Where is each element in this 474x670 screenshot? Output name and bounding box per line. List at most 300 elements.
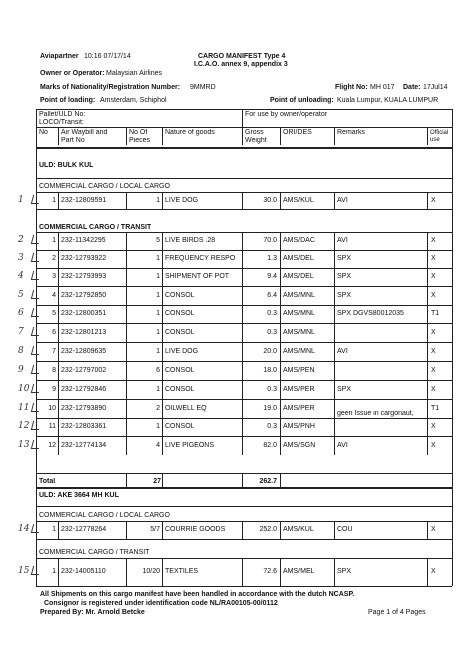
remarks: AVI	[337, 348, 348, 355]
column-rule	[427, 268, 428, 286]
gross-weight: 30.0	[263, 197, 277, 204]
column-rule	[58, 192, 59, 209]
column-rule	[242, 305, 243, 323]
remarks: AVI	[337, 237, 348, 244]
handwritten-count: 7	[18, 327, 24, 337]
handwritten-check-mark	[31, 253, 41, 262]
handwritten-check-mark	[31, 421, 41, 430]
row-number: 7	[52, 348, 56, 355]
column-rule	[280, 521, 281, 539]
row-number: 1	[52, 197, 56, 204]
ori-des: AMS/MEL	[283, 568, 315, 575]
column-rule	[242, 558, 243, 586]
row-number: 6	[52, 329, 56, 336]
nature-of-goods: CONSOL	[165, 423, 195, 430]
gross-weight: 9.4	[267, 273, 277, 280]
handwritten-check-mark	[31, 290, 41, 299]
row-number: 1	[52, 568, 56, 575]
gross-weight: 72.6	[263, 568, 277, 575]
nature-of-goods: OILWELL EQ	[165, 405, 207, 412]
column-rule	[334, 418, 335, 436]
official-use: X	[431, 526, 436, 533]
ori-des: AMS/PEN	[283, 367, 315, 374]
official-use: X	[431, 423, 436, 430]
print-time: 10:16 07/17/14	[84, 53, 131, 60]
remarks: SPX	[337, 386, 352, 393]
handwritten-count: 12	[18, 421, 30, 431]
column-rule	[242, 250, 243, 268]
column-rule	[126, 418, 127, 436]
column-rule	[242, 342, 243, 361]
column-rule	[58, 232, 59, 250]
air-waybill: 232-12792846	[61, 386, 107, 393]
column-rule	[126, 250, 127, 268]
uld2-local-section: COMMERCIAL CARGO / LOCAL CARGO	[39, 512, 170, 519]
gross-weight: 70.0	[263, 237, 277, 244]
handwritten-count: 11	[18, 403, 30, 413]
column-rule	[427, 286, 428, 305]
handwritten-check-mark	[31, 440, 41, 449]
row-rule	[36, 305, 452, 306]
remarks: SPX DGVS80012035	[337, 310, 404, 317]
ori-des: AMS/PER	[283, 386, 315, 393]
pallet-header: Pallet/ULD No:	[39, 111, 86, 118]
air-waybill: 232-12793993	[61, 273, 107, 280]
column-rule	[58, 399, 59, 418]
column-rule	[280, 342, 281, 361]
official-use: X	[431, 273, 436, 280]
column-rule	[58, 323, 59, 342]
column-rule	[126, 361, 127, 380]
col-remarks-header: Remarks	[337, 129, 366, 136]
gross-weight: 19.0	[263, 405, 277, 412]
row-number: 2	[52, 255, 56, 262]
column-rule	[427, 305, 428, 323]
col-gross-header-1: Gross	[245, 129, 264, 136]
gross-weight: 82.0	[263, 442, 277, 449]
column-rule	[58, 342, 59, 361]
handwritten-check-mark	[31, 235, 41, 244]
official-use: X	[431, 197, 436, 204]
unloading-value: Kuala Lumpur, KUALA LUMPUR	[337, 97, 439, 104]
column-rule	[242, 232, 243, 250]
col-gross-header-2: Weight	[245, 137, 267, 144]
official-use: T1	[431, 405, 440, 412]
column-rule	[280, 380, 281, 399]
column-rule	[334, 232, 335, 250]
column-rule	[334, 399, 335, 418]
col-nature-header: Nature of goods	[165, 129, 215, 136]
handwritten-count: 6	[18, 308, 24, 318]
air-waybill: 232-12792850	[61, 292, 107, 299]
handwritten-check-mark	[31, 365, 41, 374]
column-rule	[162, 268, 163, 286]
column-rule	[334, 380, 335, 399]
column-rule	[162, 342, 163, 361]
air-waybill: 232-14005110	[61, 568, 106, 575]
column-rule	[162, 380, 163, 399]
page-number: Page 1 of 4 Pages	[368, 609, 426, 616]
remarks: COU	[337, 526, 353, 533]
manifest-subtitle: I.C.A.O. annex 9, appendix 3	[194, 61, 288, 68]
footer-ncasp-note: All Shipments on this cargo manifest have been handled in accordance with the dutch NCASP.	[40, 591, 355, 598]
handwritten-check-mark	[31, 271, 41, 280]
nature-of-goods: CONSOL	[165, 367, 195, 374]
column-rule	[427, 521, 428, 539]
column-rule	[427, 250, 428, 268]
handwritten-count: 8	[18, 346, 24, 356]
col-official-header-2: use	[430, 137, 440, 143]
column-rule	[280, 399, 281, 418]
column-rule	[162, 399, 163, 418]
column-rule	[334, 342, 335, 361]
row-number: 3	[52, 273, 56, 280]
row-number: 12	[48, 442, 56, 449]
column-rule	[58, 436, 59, 455]
column-rule	[58, 361, 59, 380]
row-number: 10	[48, 405, 56, 412]
pieces: 4	[156, 442, 160, 449]
column-rule	[162, 558, 163, 586]
ori-des: AMS/KUL	[283, 197, 314, 204]
column-rule	[280, 418, 281, 436]
air-waybill: 232-12793922	[61, 255, 107, 262]
pieces: 1	[156, 292, 160, 299]
column-rule	[280, 232, 281, 250]
column-rule	[427, 192, 428, 209]
column-rule	[334, 286, 335, 305]
col-ori-header: ORI/DES	[283, 129, 312, 136]
column-rule	[280, 286, 281, 305]
total-label: Total	[39, 478, 56, 485]
row-number: 1	[52, 237, 56, 244]
row-rule	[36, 323, 452, 324]
air-waybill: 232-12793890	[61, 405, 107, 412]
nature-of-goods: LIVE DOG	[165, 197, 199, 204]
handwritten-count: 15	[18, 566, 30, 576]
column-rule	[162, 361, 163, 380]
column-rule	[162, 250, 163, 268]
ori-des: AMS/PER	[283, 405, 315, 412]
nature-of-goods: TEXTILES	[165, 568, 199, 575]
pieces: 5/7	[150, 526, 160, 533]
col-awb-header-1: Air Waybill and	[61, 129, 108, 136]
nature-of-goods: LIVE BIRDS .28	[165, 237, 216, 244]
manifest-title: CARGO MANIFEST Type 4	[198, 53, 286, 60]
ori-des: AMS/MNL	[283, 310, 315, 317]
column-rule	[162, 286, 163, 305]
column-rule	[427, 399, 428, 418]
handwritten-check-mark	[31, 346, 41, 355]
column-rule	[427, 436, 428, 455]
column-rule	[126, 399, 127, 418]
row-number: 9	[52, 386, 56, 393]
column-rule	[162, 192, 163, 209]
official-use: X	[431, 255, 436, 262]
column-rule	[126, 192, 127, 209]
marks-value: 9MMRD	[190, 84, 216, 91]
loading-label: Point of loading:	[40, 97, 96, 104]
nature-of-goods: CONSOL	[165, 386, 195, 393]
air-waybill: 232-12803361	[61, 423, 107, 430]
official-use: X	[431, 292, 436, 299]
uld1-local-section: COMMERCIAL CARGO / LOCAL CARGO	[39, 183, 170, 190]
loading-value: Amsterdam, Schiphol	[100, 97, 167, 104]
air-waybill: 232-12809591	[61, 197, 107, 204]
column-rule	[334, 323, 335, 342]
column-rule	[280, 436, 281, 455]
row-rule	[36, 418, 452, 419]
column-rule	[162, 323, 163, 342]
total-weight: 262.7	[259, 478, 277, 485]
owner-use-header: For use by owner/operator	[245, 111, 328, 118]
column-rule	[427, 418, 428, 436]
column-rule	[162, 418, 163, 436]
column-rule	[334, 361, 335, 380]
official-use: X	[431, 442, 436, 449]
pieces: 1	[156, 348, 160, 355]
column-rule	[162, 305, 163, 323]
column-rule	[334, 305, 335, 323]
column-rule	[126, 521, 127, 539]
official-use: X	[431, 367, 436, 374]
column-rule	[427, 558, 428, 586]
handwritten-count: 13	[18, 440, 30, 450]
column-rule	[334, 558, 335, 586]
air-waybill: 232-12809635	[61, 348, 107, 355]
column-rule	[58, 380, 59, 399]
handwritten-count: 1	[18, 195, 24, 205]
footer-consignor-note: Consignor is registered under identification code NL/RA00105-00/0112	[44, 600, 278, 607]
official-use: X	[431, 237, 436, 244]
owner-label: Owner or Operator:	[40, 70, 105, 77]
column-rule	[126, 232, 127, 250]
col-awb-header-2: Part No	[61, 137, 85, 144]
official-use: X	[431, 386, 436, 393]
column-rule	[126, 305, 127, 323]
column-rule	[242, 399, 243, 418]
nature-of-goods: COURRIE GOODS	[165, 526, 226, 533]
pieces: 1	[156, 329, 160, 336]
owner-value: Malaysian Airlines	[106, 70, 163, 77]
column-rule	[242, 192, 243, 209]
handwritten-check-mark	[31, 327, 41, 336]
date-label: Date:	[403, 84, 421, 91]
loco-header: LOCO/Transit:	[39, 119, 84, 126]
column-rule	[242, 436, 243, 455]
gross-weight: 0.3	[267, 329, 277, 336]
handwritten-check-mark	[31, 566, 41, 575]
column-rule	[58, 305, 59, 323]
prepared-by: Prepared By: Mr. Arnold Betcke	[40, 609, 145, 616]
column-rule	[242, 268, 243, 286]
system-name: Aviapartner	[40, 53, 79, 60]
column-rule	[58, 286, 59, 305]
column-rule	[280, 268, 281, 286]
gross-weight: 0.3	[267, 310, 277, 317]
column-rule	[334, 521, 335, 539]
uld2-label: ULD: AKE 3664 MH KUL	[39, 492, 119, 499]
column-rule	[334, 250, 335, 268]
pieces: 1	[156, 255, 160, 262]
gross-weight: 0.3	[267, 386, 277, 393]
flight-label: Flight No:	[335, 84, 368, 91]
column-rule	[280, 323, 281, 342]
remarks: SPX	[337, 292, 352, 299]
handwritten-check-mark	[31, 524, 41, 533]
pieces: 1	[156, 273, 160, 280]
col-official-header-1: Official	[430, 130, 449, 136]
column-rule	[427, 342, 428, 361]
ori-des: AMS/MNL	[283, 292, 315, 299]
column-rule	[242, 380, 243, 399]
pieces: 1	[156, 423, 160, 430]
remarks: AVI	[337, 442, 348, 449]
column-rule	[334, 436, 335, 455]
air-waybill: 232-12774134	[61, 442, 107, 449]
col-pieces-header-2: Pieces	[129, 137, 151, 144]
column-rule	[126, 380, 127, 399]
column-rule	[280, 361, 281, 380]
row-rule	[36, 268, 452, 269]
handwritten-check-mark	[31, 308, 41, 317]
flight-value: MH 017	[370, 84, 395, 91]
pieces: 10/20	[142, 568, 160, 575]
gross-weight: 20.0	[263, 348, 277, 355]
ori-des: AMS/DAC	[283, 237, 315, 244]
row-number: 8	[52, 367, 56, 374]
handwritten-count: 10	[18, 384, 30, 394]
column-rule	[126, 323, 127, 342]
nature-of-goods: CONSOL	[165, 310, 195, 317]
handwritten-count: 14	[18, 524, 30, 534]
handwritten-count: 4	[18, 271, 24, 281]
column-rule	[242, 521, 243, 539]
column-rule	[280, 305, 281, 323]
column-rule	[58, 558, 59, 586]
air-waybill: 232-12778264	[61, 526, 107, 533]
pieces: 2	[156, 405, 160, 412]
handwritten-check-mark	[31, 384, 41, 393]
gross-weight: 6.4	[267, 292, 277, 299]
row-rule	[36, 286, 452, 287]
official-use: X	[431, 329, 436, 336]
column-rule	[427, 380, 428, 399]
gross-weight: 0.3	[267, 423, 277, 430]
column-rule	[126, 436, 127, 455]
row-rule	[36, 250, 452, 251]
official-use: X	[431, 348, 436, 355]
column-rule	[58, 250, 59, 268]
row-rule	[36, 399, 452, 400]
ori-des: AMS/DEL	[283, 273, 314, 280]
uld1-transit-section: COMMERCIAL CARGO / TRANSIT	[39, 224, 152, 231]
pieces: 1	[156, 310, 160, 317]
pieces: 1	[156, 386, 160, 393]
air-waybill: 232-11342295	[61, 237, 106, 244]
column-rule	[126, 268, 127, 286]
nature-of-goods: LIVE DOG	[165, 348, 199, 355]
ori-des: AMS/KUL	[283, 526, 314, 533]
remarks: SPX	[337, 273, 352, 280]
official-use: X	[431, 568, 436, 575]
row-rule	[36, 436, 452, 437]
ori-des: AMS/DEL	[283, 255, 314, 262]
uld2-transit-section: COMMERCIAL CARGO / TRANSIT	[39, 549, 150, 556]
air-waybill: 232-12801213	[61, 329, 107, 336]
unloading-label: Point of unloading:	[270, 97, 334, 104]
nature-of-goods: SHIPMENT OF POT	[165, 273, 230, 280]
remarks: geen Issue in cargonaut,	[337, 410, 414, 417]
gross-weight: 252.0	[259, 526, 277, 533]
pieces: 5	[156, 237, 160, 244]
column-rule	[427, 361, 428, 380]
ori-des: AMS/MNL	[283, 329, 315, 336]
column-rule	[427, 323, 428, 342]
column-rule	[242, 323, 243, 342]
row-number: 5	[52, 310, 56, 317]
column-rule	[58, 521, 59, 539]
nature-of-goods: CONSOL	[165, 292, 195, 299]
column-rule	[334, 192, 335, 209]
column-rule	[334, 268, 335, 286]
column-rule	[427, 232, 428, 250]
ori-des: AMS/MNL	[283, 348, 315, 355]
row-rule	[36, 342, 452, 343]
column-rule	[126, 286, 127, 305]
column-rule	[242, 286, 243, 305]
column-rule	[242, 361, 243, 380]
remarks: SPX	[337, 255, 352, 262]
pieces: 6	[156, 367, 160, 374]
row-number: 4	[52, 292, 56, 299]
handwritten-count: 2	[18, 235, 24, 245]
column-rule	[280, 192, 281, 209]
gross-weight: 18.0	[263, 367, 277, 374]
remarks: SPX	[337, 568, 352, 575]
gross-weight: 1.3	[267, 255, 277, 262]
column-rule	[126, 558, 127, 586]
ori-des: AMS/SGN	[283, 442, 316, 449]
row-number: 11	[48, 423, 56, 430]
column-rule	[126, 342, 127, 361]
total-pieces: 27	[153, 478, 161, 485]
col-pieces-header-1: No Of	[129, 129, 148, 136]
pieces: 1	[156, 197, 160, 204]
nature-of-goods: LIVE PIGEONS	[165, 442, 215, 449]
handwritten-count: 5	[18, 290, 24, 300]
column-rule	[280, 250, 281, 268]
column-rule	[162, 521, 163, 539]
column-rule	[162, 232, 163, 250]
remarks: AVI	[337, 197, 348, 204]
handwritten-count: 9	[18, 365, 24, 375]
ori-des: AMS/PNH	[283, 423, 315, 430]
marks-label: Marks of Nationality/Registration Number:	[40, 84, 181, 91]
column-rule	[58, 268, 59, 286]
handwritten-check-mark	[31, 195, 41, 204]
column-rule	[280, 558, 281, 586]
row-number: 1	[52, 526, 56, 533]
air-waybill: 232-12797002	[61, 367, 107, 374]
air-waybill: 232-12800351	[61, 310, 107, 317]
col-no-header: No	[39, 129, 48, 136]
uld1-label: ULD: BULK KUL	[39, 162, 94, 169]
column-rule	[58, 418, 59, 436]
handwritten-count: 3	[18, 253, 24, 263]
date-value: 17Jul14	[423, 84, 448, 91]
row-rule	[36, 361, 452, 362]
